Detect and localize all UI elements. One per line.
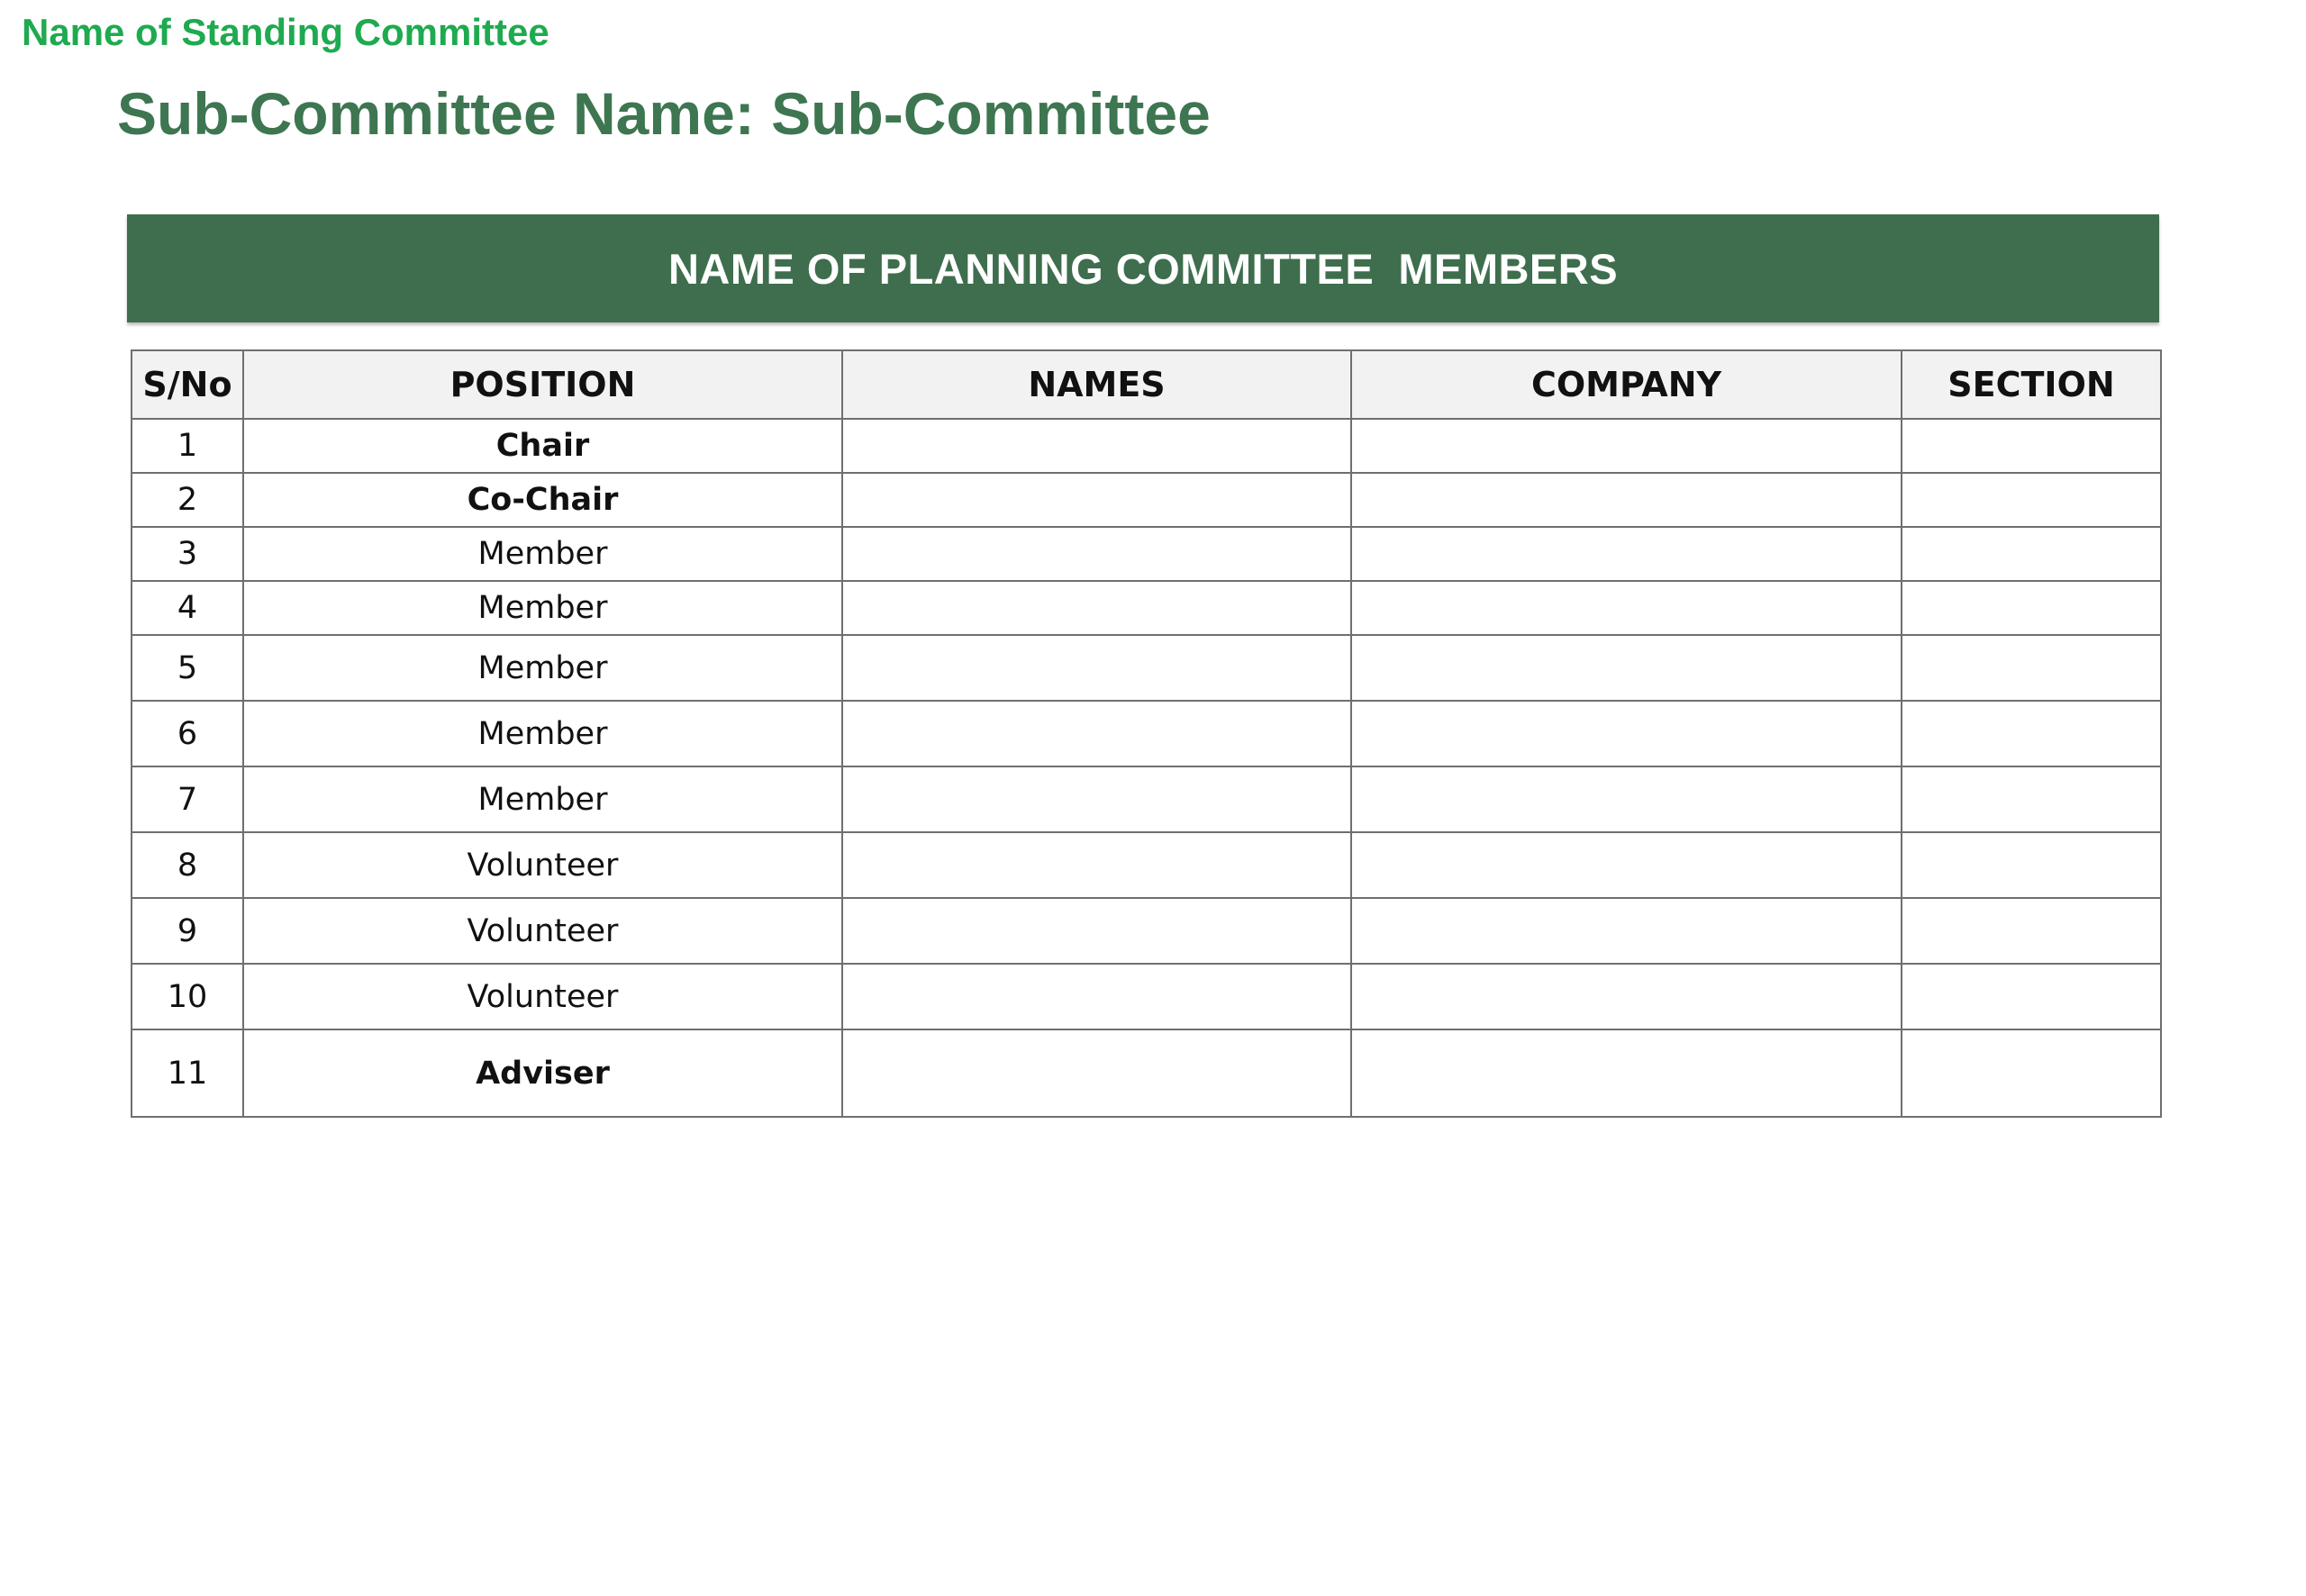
column-header-names: NAMES <box>842 350 1351 419</box>
cell-position: Co-Chair <box>243 473 842 527</box>
cell-company[interactable] <box>1351 964 1902 1029</box>
cell-sno: 9 <box>132 898 243 964</box>
cell-company[interactable] <box>1351 581 1902 635</box>
cell-position: Volunteer <box>243 832 842 898</box>
cell-section[interactable] <box>1902 701 2161 766</box>
cell-section[interactable] <box>1902 419 2161 473</box>
column-header-sno: S/No <box>132 350 243 419</box>
table-row <box>132 832 2161 898</box>
cell-company[interactable] <box>1351 635 1902 701</box>
cell-section[interactable] <box>1902 964 2161 1029</box>
cell-section[interactable] <box>1902 832 2161 898</box>
cell-position: Member <box>243 635 842 701</box>
cell-company[interactable] <box>1351 1029 1902 1117</box>
cell-names[interactable] <box>842 419 1351 473</box>
members-table-body <box>132 419 2161 1117</box>
table-row <box>132 898 2161 964</box>
cell-names[interactable] <box>842 473 1351 527</box>
cell-names[interactable] <box>842 635 1351 701</box>
cell-names[interactable] <box>842 1029 1351 1117</box>
cell-names[interactable] <box>842 898 1351 964</box>
table-row <box>132 964 2161 1029</box>
cell-section[interactable] <box>1902 527 2161 581</box>
column-header-position: POSITION <box>243 350 842 419</box>
cell-sno: 11 <box>132 1029 243 1117</box>
cell-position: Volunteer <box>243 898 842 964</box>
standing-committee-title: Name of Standing Committee <box>22 11 549 53</box>
cell-sno: 8 <box>132 832 243 898</box>
cell-sno: 5 <box>132 635 243 701</box>
table-row <box>132 766 2161 832</box>
cell-position: Member <box>243 766 842 832</box>
cell-names[interactable] <box>842 832 1351 898</box>
cell-section[interactable] <box>1902 635 2161 701</box>
cell-sno: 3 <box>132 527 243 581</box>
cell-section[interactable] <box>1902 766 2161 832</box>
cell-names[interactable] <box>842 766 1351 832</box>
members-table <box>131 349 2162 1118</box>
cell-sno: 10 <box>132 964 243 1029</box>
cell-company[interactable] <box>1351 701 1902 766</box>
cell-section[interactable] <box>1902 1029 2161 1117</box>
cell-company[interactable] <box>1351 527 1902 581</box>
cell-company[interactable] <box>1351 898 1902 964</box>
cell-position: Chair <box>243 419 842 473</box>
banner-title: NAME OF PLANNING COMMITTEE MEMBERS <box>667 244 1619 293</box>
cell-position: Member <box>243 527 842 581</box>
cell-names[interactable] <box>842 964 1351 1029</box>
cell-company[interactable] <box>1351 832 1902 898</box>
cell-sno: 6 <box>132 701 243 766</box>
cell-sno: 7 <box>132 766 243 832</box>
cell-sno: 1 <box>132 419 243 473</box>
table-row <box>132 635 2161 701</box>
cell-section[interactable] <box>1902 581 2161 635</box>
table-row <box>132 527 2161 581</box>
table-row <box>132 581 2161 635</box>
cell-section[interactable] <box>1902 473 2161 527</box>
cell-company[interactable] <box>1351 766 1902 832</box>
cell-names[interactable] <box>842 527 1351 581</box>
cell-names[interactable] <box>842 701 1351 766</box>
column-header-company: COMPANY <box>1351 350 1902 419</box>
cell-names[interactable] <box>842 581 1351 635</box>
table-row <box>132 1029 2161 1117</box>
cell-sno: 2 <box>132 473 243 527</box>
table-row <box>132 473 2161 527</box>
cell-section[interactable] <box>1902 898 2161 964</box>
table-row <box>132 701 2161 766</box>
cell-position: Adviser <box>243 1029 842 1117</box>
cell-position: Member <box>243 701 842 766</box>
column-header-section: SECTION <box>1902 350 2161 419</box>
sub-committee-title: Sub-Committee Name: Sub-Committee <box>117 80 1211 147</box>
cell-company[interactable] <box>1351 473 1902 527</box>
cell-position: Volunteer <box>243 964 842 1029</box>
cell-company[interactable] <box>1351 419 1902 473</box>
cell-position: Member <box>243 581 842 635</box>
table-row <box>132 419 2161 473</box>
table-header-row <box>132 350 2161 419</box>
cell-sno: 4 <box>132 581 243 635</box>
planning-committee-banner <box>127 214 2159 322</box>
